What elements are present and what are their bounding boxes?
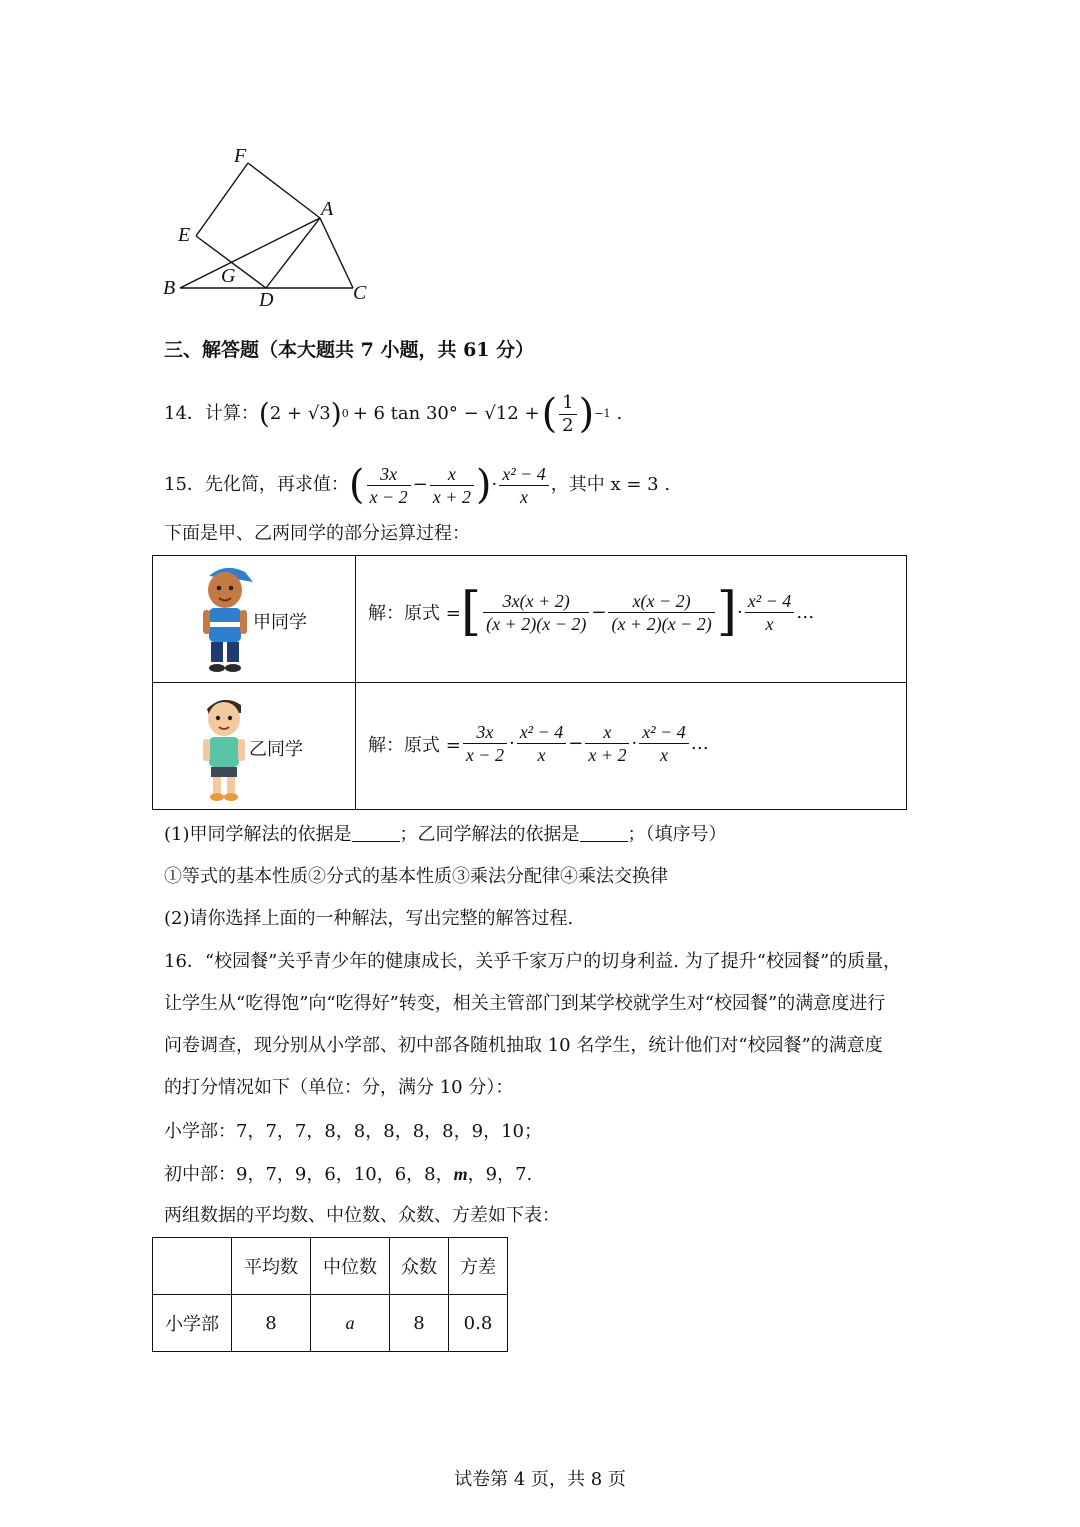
boy-icon xyxy=(199,691,251,803)
table-header-row xyxy=(153,1238,508,1295)
label-yi: 乙同学 xyxy=(249,739,303,760)
q15-prefix: 15．先化简，再求值： xyxy=(164,474,349,495)
label-E: E xyxy=(178,224,191,246)
q16-line3: 问卷调查，现分别从小学部、初中部各随机抽取 10 名学生，统计他们对“校园餐”的满意度 xyxy=(164,1035,883,1056)
label-C: C xyxy=(353,282,367,304)
question-14: 14．计算： ( 2 + √3 ) 0 + 6 tan 30° − √12 + ( $\frac{1}{2}$ ) −1 . xyxy=(164,391,623,437)
jia-expression: 解：原式 = [ $\frac{3x(x + 2)}{(x + 2)(x - 2)}$ − $\frac{x(x - 2)}{(x + 2)(x - 2)}$ ] · $\frac{\text{x² − 4}}{x}$ … xyxy=(368,582,815,642)
blank-1[interactable] xyxy=(352,825,400,842)
q16-line2: 让学生从“吃得饱”向“吃得好”转变，相关主管部门到某学校就学生对“校园餐”的满意度进行 xyxy=(164,993,886,1014)
label-G: G xyxy=(221,265,236,287)
header-median: 中位数 xyxy=(311,1238,390,1295)
label-F: F xyxy=(234,145,247,167)
q15-part1: (1)甲同学解法的依据是 ；乙同学解法的依据是 ；（填序号） xyxy=(164,824,727,845)
header-mode: 众数 xyxy=(390,1238,449,1295)
q16-primary-scores: 小学部：7，7，7，8，8，8，8，8，9，10； xyxy=(164,1121,542,1142)
q15-part2: (2)请你选择上面的一种解法，写出完整的解答过程. xyxy=(164,908,574,929)
label-B: B xyxy=(163,277,176,299)
question-15: 15．先化简，再求值： ( $\frac{3x}{x - 2}$ − $\frac{x}{x + 2}$ ) · $\frac{\text{x² − 4}}{x}$ ，其中 x = 3 . xyxy=(164,462,671,508)
header-variance: 方差 xyxy=(449,1238,508,1295)
geometry-figure xyxy=(150,140,390,315)
page-footer: 试卷第 4 页，共 8 页 xyxy=(454,1469,626,1490)
q14-base: 2 + √3 xyxy=(269,403,331,424)
table-row xyxy=(153,683,907,810)
label-A: A xyxy=(321,198,334,220)
q15-suffix: ，其中 x = 3 . xyxy=(550,474,671,495)
header-mean: 平均数 xyxy=(232,1238,311,1295)
section-title: 三、解答题（本大题共 7 小题，共 61 分） xyxy=(164,339,535,361)
q16-middle-scores: 初中部：9，7，9，6，10，6，8，m，9，7. xyxy=(164,1164,533,1185)
boy-with-cap-icon xyxy=(195,562,257,676)
q15-intro: 下面是甲、乙两同学的部分运算过程： xyxy=(164,523,470,544)
table-row xyxy=(153,556,907,683)
q14-prefix: 14．计算： xyxy=(164,403,259,424)
solutions-table xyxy=(152,555,907,810)
q15-options: ①等式的基本性质②分式的基本性质③乘法分配律④乘法交换律 xyxy=(164,866,668,887)
q16-line1: 16．“校园餐”关乎青少年的健康成长，关乎千家万户的切身利益. 为了提升“校园餐”的质量， xyxy=(164,951,902,972)
q16-line4: 的打分情况如下（单位：分，满分 10 分）： xyxy=(164,1077,514,1098)
q14-exp0: 0 xyxy=(341,407,349,420)
q16-table-intro: 两组数据的平均数、中位数、众数、方差如下表： xyxy=(164,1205,560,1226)
yi-expression: 解：原式 = $\frac{3x}{x - 2}$ · $\frac{\text{x² − 4}}{x}$ − $\frac{x}{x + 2}$ · $\frac{\text{x² − 4}}{x}$ … xyxy=(368,722,709,765)
stats-table xyxy=(152,1237,508,1352)
q14-middle: + 6 tan 30° − √12 + xyxy=(352,403,540,424)
label-D: D xyxy=(259,289,274,311)
table-row: 小学部 8 a 8 0.8 xyxy=(153,1295,508,1352)
blank-2[interactable] xyxy=(580,825,628,842)
q14-exp-neg1: −1 xyxy=(594,407,611,420)
label-jia: 甲同学 xyxy=(253,612,307,633)
q14-fraction: $\frac{1}{2}$ xyxy=(559,392,576,437)
